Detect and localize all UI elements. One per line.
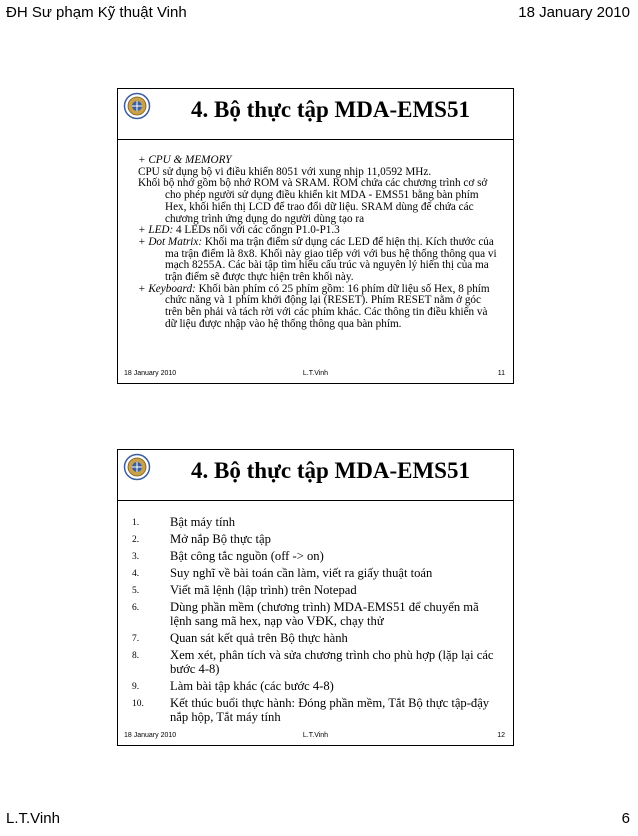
list-item: 8. Xem xét, phân tích và sửa chương trình cho phù hợp (lặp lại các bước 4-8)	[132, 648, 494, 676]
university-logo-icon	[123, 92, 151, 120]
slide-number: 11	[497, 370, 505, 377]
steps-list	[132, 515, 501, 727]
paragraph-cpu-memory: + CPU & MEMORY	[138, 154, 232, 166]
slide-footer-date: 18 January 2010	[124, 732, 177, 739]
slide-body	[138, 155, 501, 331]
list-item: 7. Quan sát kết quả trên Bộ thực hành	[132, 631, 348, 645]
slide-12	[117, 449, 514, 746]
slide-title: 4. Bộ thực tập MDA-EMS51	[191, 458, 470, 483]
title-divider	[118, 139, 513, 140]
page-number: 6	[621, 810, 630, 827]
paragraph-keyboard: + Keyboard: Khối bàn phím có 25 phím gồm: 16 phím dữ liệu số Hex, 8 phím chức năng và 1 phím khởi động lại (RESET). Phím RESET nằm ở góc trên bên phải và tách rời với các phím khác. Các thông tin điều khiển và dữ liệu được nhập vào hệ thống thông qua bàn phím.	[138, 282, 490, 330]
list-item: 5. Viết mã lệnh (lập trình) trên Notepad	[132, 583, 357, 597]
paragraph-cpu: CPU sử dụng bộ vi điều khiển 8051 với xung nhịp 11,0592 MHz.	[138, 165, 432, 178]
university-logo-icon	[123, 453, 151, 481]
paragraph-dot-matrix: + Dot Matrix: Khối ma trận điểm sử dụng các LED để hiện thị. Kích thước của ma trận điểm là 8x8. Khối này giao tiếp với với bus hệ thống thông qua vi mạch 8255A. Các bài tập tìm hiểu cấu trúc và nguyên lý hiển thị của ma trận điểm sẽ được thực hiện trên khối này.	[138, 235, 497, 284]
slide-11	[117, 88, 514, 384]
list-item: 2. Mở nắp Bộ thực tập	[132, 532, 271, 546]
page-header-date: 18 January 2010	[518, 4, 630, 21]
list-item: 6. Dùng phần mềm (chương trình) MDA-EMS51 để chuyển mã lệnh sang mã hex, nạp vào VĐK, chạy thử	[132, 600, 479, 628]
slide-footer-author: L.T.Vinh	[302, 370, 329, 377]
slide-footer-date: 18 January 2010	[124, 370, 177, 377]
page-footer-author: L.T.Vinh	[6, 810, 60, 827]
title-divider	[118, 500, 513, 501]
slide-footer-author: L.T.Vinh	[302, 732, 329, 739]
list-item: 3. Bật công tắc nguồn (off -> on)	[132, 549, 324, 563]
page-header-school: ĐH Sư phạm Kỹ thuật Vinh	[6, 4, 187, 21]
paragraph-led: + LED: 4 LEDs nối với các cổngn P1.0-P1.3	[138, 224, 340, 237]
paragraph-memory: Khối bộ nhớ gồm bộ nhớ ROM và SRAM. ROM chứa các chương trình cơ sở cho phép người sử dụng điều khiển kit MDA - EMS51 bằng bàn phím Hex, khối hiển thị LCD để trao đổi dữ liệu. SRAM dùng để chứa các chương trình ứng dụng do người dùng tạo ra	[138, 177, 488, 225]
slide-title: 4. Bộ thực tập MDA-EMS51	[191, 97, 470, 122]
list-item: 9. Làm bài tập khác (các bước 4-8)	[132, 679, 334, 693]
list-item: 10. Kết thúc buổi thực hành: Đóng phần mềm, Tắt Bộ thực tập-đậy nắp hộp, Tắt máy tính	[132, 696, 490, 724]
list-item: 4. Suy nghĩ về bài toán cần làm, viết ra giấy thuật toán	[132, 566, 433, 580]
slide-number: 12	[497, 732, 505, 739]
list-item: 1. Bật máy tính	[132, 515, 236, 529]
